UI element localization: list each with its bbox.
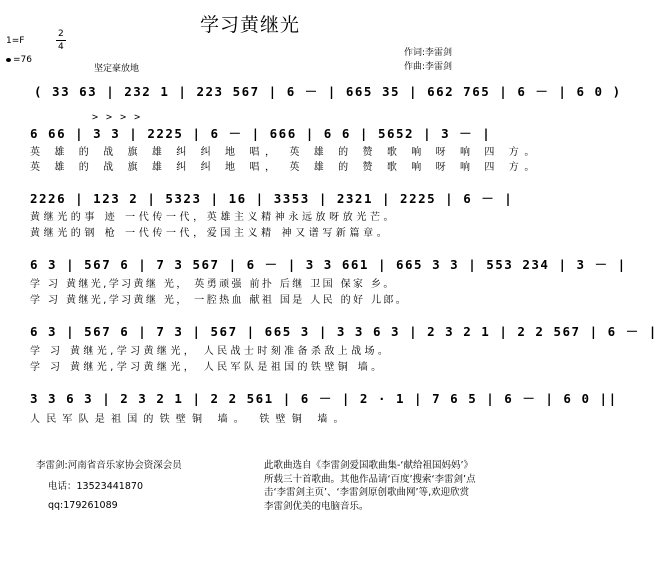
lyric-line-3a: 黄继光的事 迹 一代传一代，英雄主义精神永远放呀放光芒。 — [30, 212, 398, 223]
tempo-marking — [6, 55, 32, 65]
time-signature-bar — [56, 40, 66, 41]
lyric-line-5a: 学 习 黄继光,学习黄继光， 人民战士时刻准备杀敌上战场。 — [30, 346, 392, 357]
notation-line-3: 2226 | 123 2 | 5323 | 16 | 3353 | 2321 | 2225 | 6 － | — [30, 191, 514, 206]
tempo-value: =76 — [13, 55, 32, 65]
page-title: 学习黄继光 — [199, 14, 300, 36]
notation-line-1: ( 33 63 | 232 1 | 223 567 | 6 － | 665 35 | 662 765 | 6 － | 6 0 ) — [34, 84, 622, 99]
lyricist-credit: 作词:李雷剑 — [404, 48, 453, 58]
notation-line-5: 6 3 | 567 6 | 7 3 | 567 | 665 3 | 3 3 6 3 | 2 3 2 1 | 2 2 567 | 6 － | — [30, 324, 658, 339]
notation-line-6: 3 3 6 3 | 2 3 2 1 | 2 2 561 | 6 － | 2 · 1 | 7 6 5 | 6 － | 6 0 || — [30, 391, 618, 406]
time-signature-numerator: 2 — [58, 29, 64, 39]
source-note: 此歌曲选自《李雷剑爱国歌曲集-‘献给祖国妈妈’》所载三十首歌曲。其他作品请‘百度’搜索‘李雷剑’点击‘李雷剑主页’、‘李雷剑原创歌曲网’等,欢迎欣赏李雷剑优美的电脑音乐。 — [264, 460, 476, 512]
key-signature: 1=F — [6, 36, 25, 46]
performance-direction: 坚定豪放地 — [94, 64, 140, 74]
lyric-line-4b: 学 习 黄继光,学习黄继 光， 一腔热血 献祖 国是 人民 的好 儿郎。 — [30, 295, 409, 306]
time-signature-denominator: 4 — [58, 42, 64, 52]
lyric-line-2b: 英 雄 的 战 旗 雄 纠 纠 地 唱， 英 雄 的 赞 歌 响 呀 响 四 方。 — [30, 162, 540, 173]
lyric-line-4a: 学 习 黄继光,学习黄继 光， 英勇顽强 前扑 后继 卫国 保家 乡。 — [30, 279, 396, 290]
contact-qq: qq:179261089 — [48, 500, 118, 511]
lyric-line-5b: 学 习 黄继光,学习黄继光， 人民军队是祖国的铁壁铜 墙。 — [30, 362, 385, 373]
quarter-note-icon — [6, 58, 11, 62]
notation-line-4: 6 3 | 567 6 | 7 3 567 | 6 － | 3 3 661 | 665 3 3 | 553 234 | 3 － | — [30, 257, 627, 272]
lyric-line-6a: 人民军队是祖国的铁壁铜 墙。 铁壁铜 墙。 — [30, 414, 350, 425]
contact-phone: 电话：13523441870 — [48, 481, 143, 492]
lyric-line-2a: 英 雄 的 战 旗 雄 纠 纠 地 唱， 英 雄 的 赞 歌 响 呀 响 四 方。 — [30, 147, 540, 158]
composer-credit: 作曲:李雷剑 — [404, 62, 453, 72]
lyric-line-3b: 黄继光的钢 枪 一代传一代，爱国主义精 神又谱写新篇章。 — [30, 228, 391, 239]
accent-marks-line-2: > > > > — [92, 112, 142, 123]
notation-line-2: 6 66 | 3 3 | 2225 | 6 － | 666 | 6 6 | 5652 | 3 － | — [30, 126, 492, 141]
contact-name: 李雷剑:河南省音乐家协会资深会员 — [36, 460, 182, 471]
